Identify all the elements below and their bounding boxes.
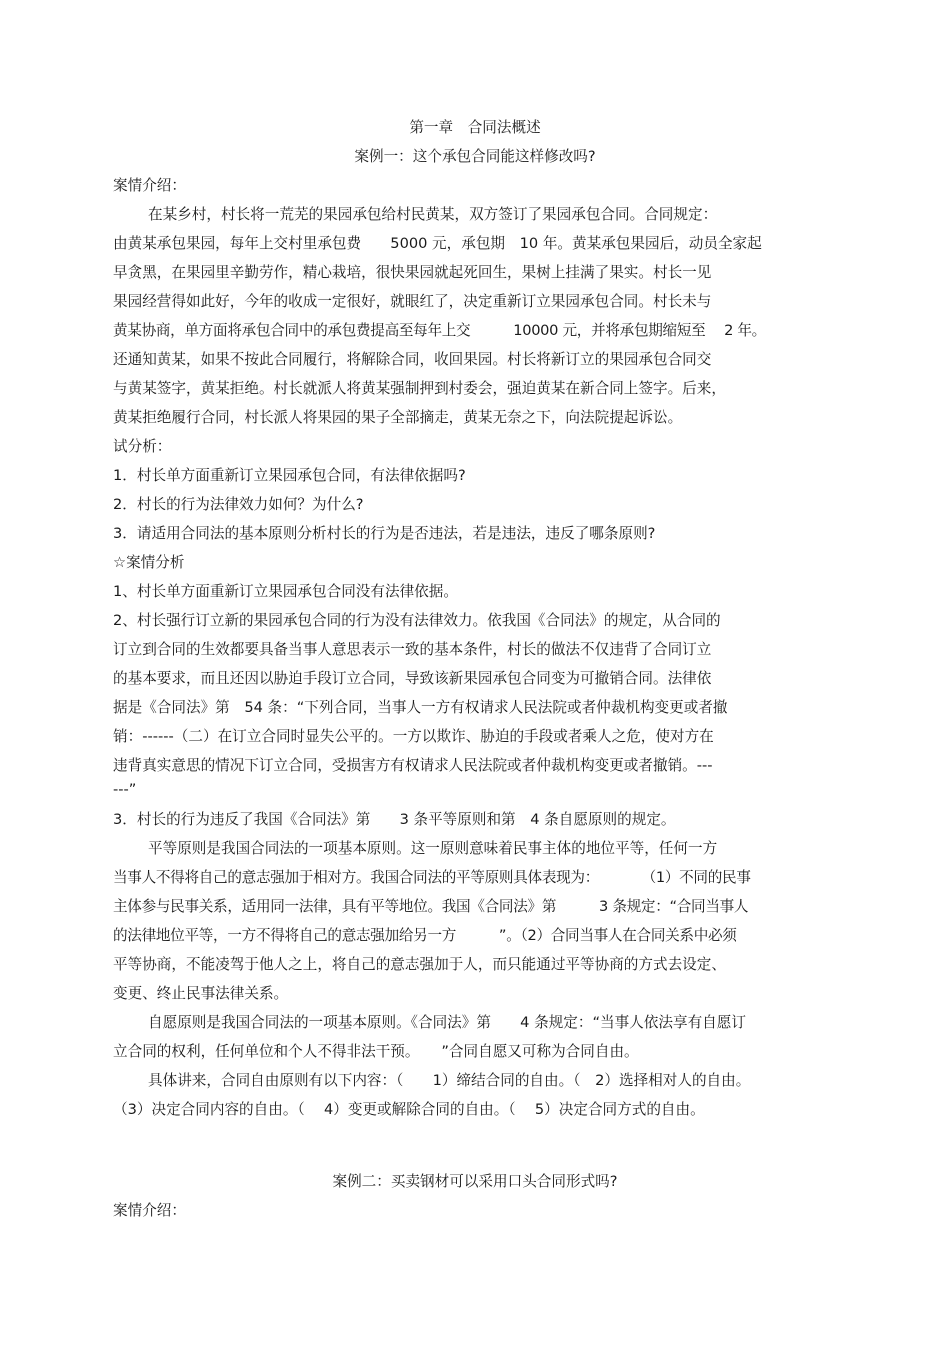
case1-intro-line: 果园经营得如此好，今年的收成一定很好，就眼红了，决定重新订立果园承包合同。村长未与 xyxy=(113,293,712,310)
case2-intro-heading: 案情介绍： xyxy=(113,1202,186,1219)
case1-intro-line: 在某乡村，村长将一荒芜的果园承包给村民黄某，双方签订了果园承包合同。合同规定： xyxy=(148,206,718,223)
voluntary-paragraph-line: 立合同的权利，任何单位和个人不得非法干预。 ”合同自愿又可称为合同自由。 xyxy=(113,1043,639,1060)
case1-analysis-line: 销：------（二）在订立合同时显失公平的。一方以欺诈、胁迫的手段或者乘人之危，使对方在 xyxy=(113,728,714,745)
case1-intro-line: 由黄某承包果园，每年上交村里承包费 5000 元，承包期 10 年。黄某承包果园后，动员全家起 xyxy=(113,235,762,252)
case1-analysis-line: ---” xyxy=(113,781,137,798)
case1-question: 2．村长的行为法律效力如何？为什么? xyxy=(113,496,364,513)
case1-questions-heading: 试分析： xyxy=(113,438,172,455)
case1-intro-line: 还通知黄某，如果不按此合同履行，将解除合同，收回果园。村长将新订立的果园承包合同交 xyxy=(113,351,712,368)
case1-analysis-line: 据是《合同法》第 54 条：“下列合同，当事人一方有权请求人民法院或者仲裁机构变更或者撤 xyxy=(113,699,728,716)
freedom-paragraph-line: （3）决定合同内容的自由。（ 4）变更或解除合同的自由。（ 5）决定合同方式的自由。 xyxy=(113,1101,705,1118)
equality-paragraph-line: 当事人不得将自己的意志强加于相对方。我国合同法的平等原则具体表现为： （1）不同的民事 xyxy=(113,869,751,886)
case1-analysis-line: 2、村长强行订立新的果园承包合同的行为没有法律效力。依我国《合同法》的规定，从合同的 xyxy=(113,612,721,629)
equality-paragraph-line: 主体参与民事关系，适用同一法律，具有平等地位。我国《合同法》第 3 条规定：“合同当事人 xyxy=(113,898,749,915)
case1-analysis-line: 的基本要求，而且还因以胁迫手段订立合同，导致该新果园承包合同变为可撤销合同。法律依 xyxy=(113,670,712,687)
case1-question: 1．村长单方面重新订立果园承包合同，有法律依据吗? xyxy=(113,467,466,484)
case1-analysis-line: 订立到合同的生效都要具备当事人意思表示一致的基本条件，村长的做法不仅违背了合同订立 xyxy=(113,641,712,658)
case1-analysis-heading: ☆案情分析 xyxy=(113,554,185,571)
equality-paragraph-line: 平等原则是我国合同法的一项基本原则。这一原则意味着民事主体的地位平等，任何一方 xyxy=(148,840,718,857)
case1-question: 3．请适用合同法的基本原则分析村长的行为是否违法，若是违法，违反了哪条原则? xyxy=(113,525,656,542)
case1-intro-line: 与黄某签字，黄某拒绝。村长就派人将黄某强制押到村委会，强迫黄某在新合同上签字。后来， xyxy=(113,380,726,397)
case1-title: 案例一：这个承包合同能这样修改吗? xyxy=(354,148,596,165)
equality-paragraph-line: 的法律地位平等，一方不得将自己的意志强加给另一方 ”。（2）合同当事人在合同关系中必须 xyxy=(113,927,737,944)
equality-paragraph-line: 平等协商，不能凌驾于他人之上，将自己的意志强加于人，而只能通过平等协商的方式去设定、 xyxy=(113,956,726,973)
freedom-paragraph-line: 具体讲来，合同自由原则有以下内容：（ 1）缔结合同的自由。（ 2）选择相对人的自由。 xyxy=(148,1072,751,1089)
case1-analysis-line: 违背真实意思的情况下订立合同，受损害方有权请求人民法院或者仲裁机构变更或者撤销。--- xyxy=(113,757,713,774)
voluntary-paragraph-line: 自愿原则是我国合同法的一项基本原则。《合同法》第 4 条规定：“当事人依法享有自愿订 xyxy=(148,1014,746,1031)
chapter-title: 第一章 合同法概述 xyxy=(409,119,541,136)
case2-title: 案例二：买卖钢材可以采用口头合同形式吗? xyxy=(332,1173,618,1190)
case1-analysis-line: 1、村长单方面重新订立果园承包合同没有法律依据。 xyxy=(113,583,458,600)
case1-intro-line: 早贪黑，在果园里辛勤劳作，精心栽培，很快果园就起死回生，果树上挂满了果实。村长一见 xyxy=(113,264,712,281)
case1-intro-line: 黄某协商，单方面将承包合同中的承包费提高至每年上交 10000 元，并将承包期缩短至 2 年。 xyxy=(113,322,766,339)
equality-paragraph-line: 变更、终止民事法律关系。 xyxy=(113,985,289,1002)
case1-intro-line: 黄某拒绝履行合同，村长派人将果园的果子全部摘走，黄某无奈之下，向法院提起诉讼。 xyxy=(113,409,683,426)
case1-analysis-line: 3．村长的行为违反了我国《合同法》第 3 条平等原则和第 4 条自愿原则的规定。 xyxy=(113,811,676,828)
case1-intro-heading: 案情介绍： xyxy=(113,177,186,194)
